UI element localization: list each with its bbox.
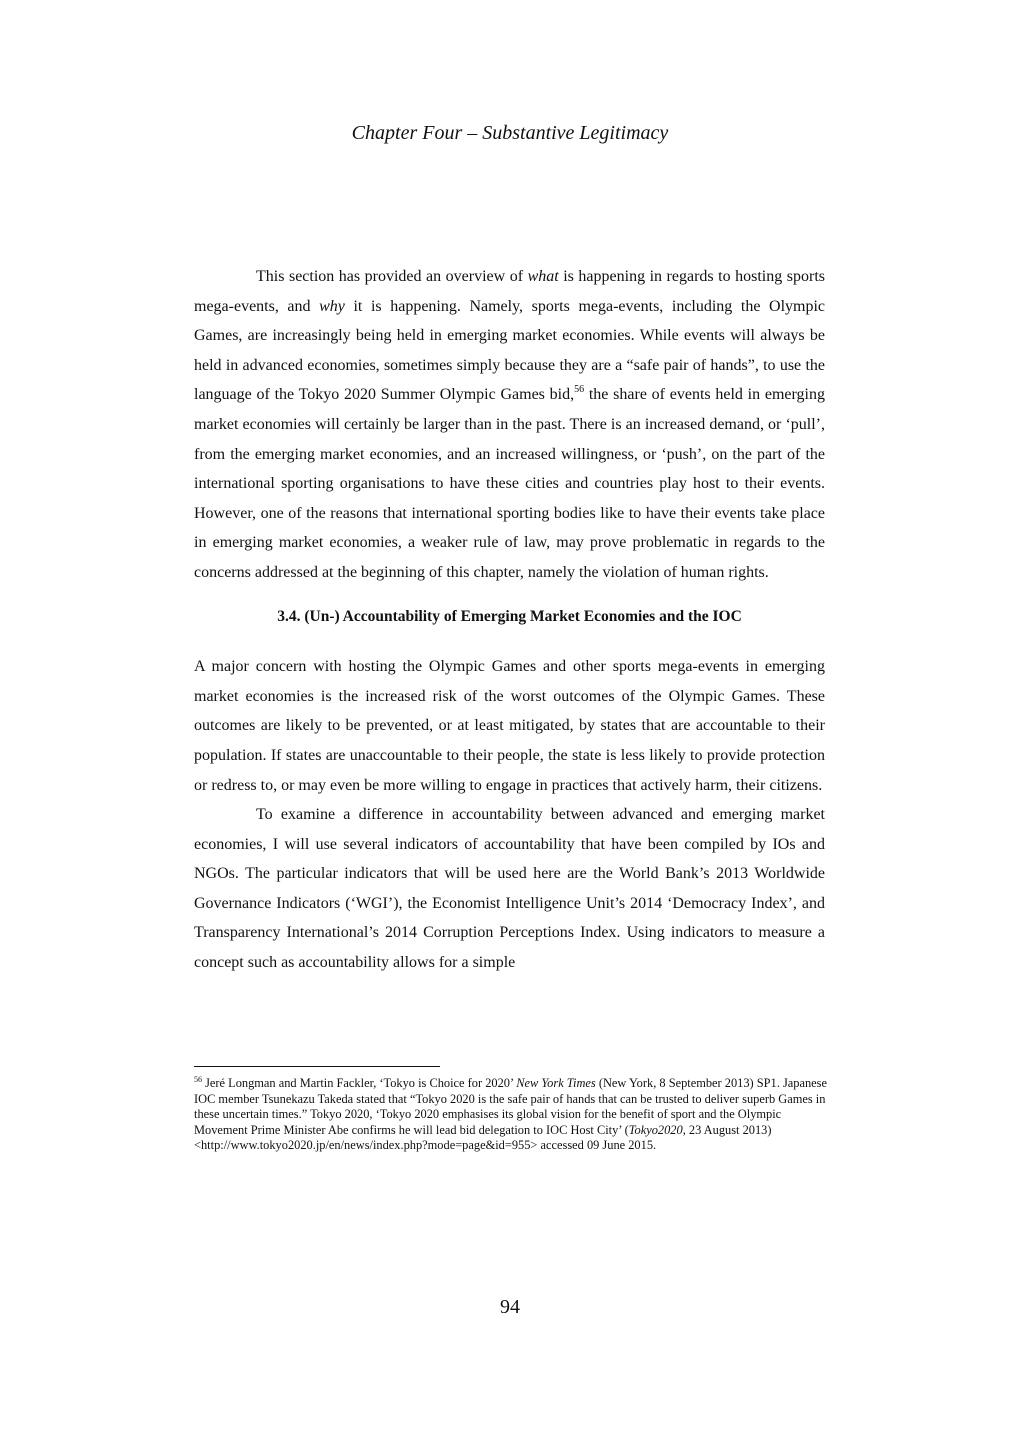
footnote-source-title: New York Times: [516, 1076, 596, 1090]
footnote-part-1: Jeré Longman and Martin Fackler, ‘Tokyo is Choice for 2020’: [202, 1076, 517, 1090]
para1-emphasis-what: what: [527, 268, 559, 285]
paragraph-1: [194, 262, 825, 588]
para1-text-1: This section has provided an overview of: [256, 268, 528, 285]
footnote-url[interactable]: <http://www.tokyo2020.jp/en/news/index.php?mode=page&id=955> accessed 09 June 2015.: [194, 1138, 657, 1153]
footnote-text: [194, 1076, 834, 1138]
para1-emphasis-why: why: [319, 297, 345, 315]
footnote-part-3: , 23 August 2013): [682, 1122, 772, 1137]
running-header: Chapter Four – Substantive Legitimacy: [351, 122, 669, 144]
page-number: 94: [500, 1296, 520, 1318]
para1-text-2: is happening in regards to hosting sports mega-events, and: [194, 268, 825, 315]
footnote-part-2: (New York, 8 September 2013) SP1. Japanese IOC member Tsunekazu Takeda stated that “Tokyo 2020 is the safe pair of hands that can be trusted to deliver superb Games in these uncertain times.” Tokyo 2020, ‘Tokyo 2020 emphasises its global vision for the benefit of sport and the Olympic Movement Prime Minister Abe confirms he will lead bid delegation to IOC Host City’ (: [194, 1076, 827, 1137]
footnote-source-name: Tokyo2020: [628, 1122, 683, 1137]
paragraph-3: To examine a difference in accountability between advanced and emerging market economies, I will use several indicators of accountability that have been compiled by IOs and NGOs. The particular indicators that will be used here are the World Bank’s 2013 Worldwide Governance Indicators (‘WGI’), the Economist Intelligence Unit’s 2014 ‘Democracy Index’, and Transparency International’s 2014 Corruption Perceptions Index. Using indicators to measure a concept such as accountability allows for a simple: [194, 806, 825, 972]
footnote-number: 56: [194, 1075, 202, 1084]
footnote: [194, 1076, 834, 1154]
paragraph-2: A major concern with hosting the Olympic Games and other sports mega-events in emerging market economies is the increased risk of the worst outcomes of the Olympic Games. These outcomes are likely to be prevented, or at least mitigated, by states that are accountable to their population. If states are unaccountable to their people, the state is less likely to provide protection or redress to, or may even be more willing to engage in practices that actively harm, their citizens.: [194, 658, 825, 794]
main-text: [194, 262, 825, 978]
section-heading: 3.4. (Un-) Accountability of Emerging Market Economies and the IOC: [277, 607, 742, 625]
para1-text-3: it is happening. Namely, sports mega-events, including the Olympic Games, are increasingly being held in emerging market economies. While events will always be held in advanced economies, sometimes simply because they are a “safe pair of hands”, to use the language of the Tokyo 2020 Summer Olympic Games bid,: [194, 297, 826, 404]
footnote-reference[interactable]: 56: [574, 384, 585, 396]
para1-text-4: the share of events held in emerging market economies will certainly be larger than in the past. There is an increased demand, or ‘pull’, from the emerging market economies, and an increased willingness, or ‘push’, on the part of the international sporting organisations to have these cities and countries play host to their events. However, one of the reasons that international sporting bodies like to have their events take place in emerging market economies, a weaker rule of law, may prove problematic in regards to the concerns addressed at the beginning of this chapter, namely the violation of human rights.: [194, 386, 826, 581]
footnote-separator: [194, 1066, 440, 1067]
